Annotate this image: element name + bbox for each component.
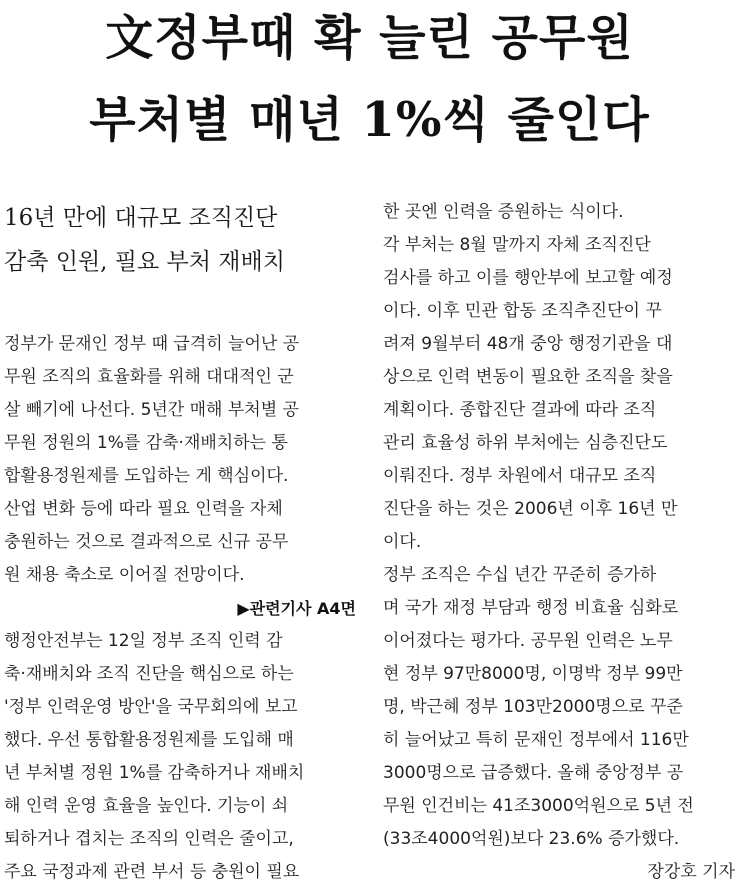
body-line: 주요 국정과제 관련 부서 등 충원이 필요 — [4, 862, 300, 882]
body-line: 현 정부 97만8000명, 이명박 정부 99만 — [383, 664, 683, 684]
body-line: 진단을 하는 것은 2006년 이후 16년 만 — [383, 499, 678, 519]
headline-line-2: 부처별 매년 1%씩 줄인다 — [89, 92, 650, 148]
article-column-left — [4, 196, 356, 889]
body-line: '정부 인력운영 방안'을 국무회의에 보고 — [4, 697, 298, 717]
lead-line: 합활용정원제를 도입하는 게 핵심이다. — [4, 466, 289, 486]
body-left — [4, 625, 356, 889]
body-line: 무원 인건비는 41조3000억원으로 5년 전 — [383, 796, 694, 816]
body-line: 검사를 하고 이를 행안부에 보고할 예정 — [383, 268, 673, 288]
body-line: 며 국가 재정 부담과 행정 비효율 심화로 — [383, 598, 679, 618]
body-line: (33조4000억원)보다 23.6% 증가했다. — [383, 829, 680, 849]
body-line: 이뤄진다. 정부 차원에서 대규모 조직 — [383, 466, 657, 486]
lead-line: 무원 조직의 효율화를 위해 대대적인 군 — [4, 367, 294, 387]
subheadline-line-1: 16년 만에 대규모 조직진단 — [4, 205, 278, 231]
lead-paragraph — [4, 328, 356, 592]
body-line: 년 부처별 정원 1%를 감축하거나 재배치 — [4, 763, 305, 783]
article-column-right — [383, 196, 735, 889]
byline: 장강호 기자 — [647, 862, 735, 882]
body-line: 상으로 인력 변동이 필요한 조직을 찾을 — [383, 367, 673, 387]
headline-line-1: 文정부때 확 늘린 공무원 — [105, 10, 634, 66]
body-line: 축·재배치와 조직 진단을 핵심으로 하는 — [4, 664, 294, 684]
body-line: 해 인력 운영 효율을 높인다. 기능이 쇠 — [4, 796, 289, 816]
lead-line: 정부가 문재인 정부 때 급격히 늘어난 공 — [4, 334, 300, 354]
body-line: 명, 박근혜 정부 103만2000명으로 꾸준 — [383, 697, 683, 717]
body-line: 계획이다. 종합진단 결과에 따라 조직 — [383, 400, 657, 420]
body-line: 행정안전부는 12일 정부 조직 인력 감 — [4, 631, 283, 651]
body-line: 관리 효율성 하위 부처에는 심층진단도 — [383, 433, 668, 453]
subheadline-line-2: 감축 인원, 필요 부처 재배치 — [4, 249, 285, 275]
body-line: 퇴하거나 겹치는 조직의 인력은 줄이고, — [4, 829, 294, 849]
body-line: 이다. — [383, 532, 422, 552]
body-line: 한 곳엔 인력을 증원하는 식이다. — [383, 202, 624, 222]
lead-line: 충원하는 것으로 결과적으로 신규 공무 — [4, 532, 289, 552]
body-line: 이다. 이후 민관 합동 조직추진단이 꾸 — [383, 301, 662, 321]
body-line: 3000명으로 급증했다. 올해 중앙정부 공 — [383, 763, 684, 783]
body-line: 히 늘어났고 특히 문재인 정부에서 116만 — [383, 730, 689, 750]
body-right — [383, 196, 735, 856]
body-line: 이어졌다는 평가다. 공무원 인력은 노무 — [383, 631, 673, 651]
body-line: 정부 조직은 수십 년간 꾸준히 증가하 — [383, 565, 657, 585]
lead-line: 원 채용 축소로 이어질 전망이다. — [4, 565, 245, 585]
body-line: 했다. 우선 통합활용정원제를 도입해 매 — [4, 730, 294, 750]
lead-line: 산업 변화 등에 따라 필요 인력을 자체 — [4, 499, 283, 519]
related-article-link[interactable]: ▶관련기사 A4면 — [237, 599, 356, 618]
lead-line: 무원 정원의 1%를 감축·재배치하는 통 — [4, 433, 288, 453]
body-line: 려져 9월부터 48개 중앙 행정기관을 대 — [383, 334, 673, 354]
body-line: 각 부처는 8월 말까지 자체 조직진단 — [383, 235, 651, 255]
lead-line: 살 빼기에 나선다. 5년간 매해 부처별 공 — [4, 400, 299, 420]
